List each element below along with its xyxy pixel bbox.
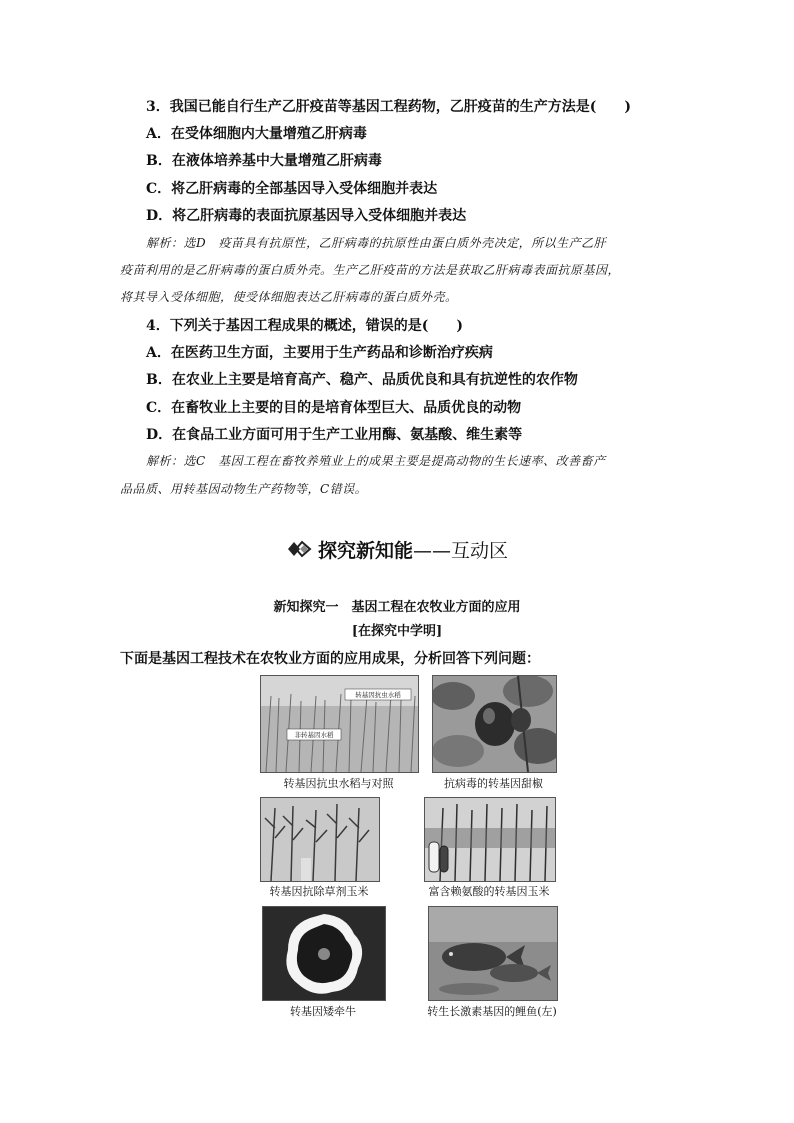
question-3-option-d: D．将乙肝病毒的表面抗原基因导入受体细胞并表达: [146, 208, 467, 224]
question-3-analysis-line: 将其导入受体细胞，使受体细胞表达乙肝病毒的蛋白质外壳。: [120, 290, 458, 304]
question-3-analysis-line: 解析：选D 疫苗具有抗原性，乙肝病毒的抗原性由蛋白质外壳决定，所以生产乙肝: [146, 236, 607, 250]
caption-lysine-corn: 富含赖氨酸的转基因玉米: [428, 885, 550, 898]
question-3-option-c: C．将乙肝病毒的全部基因导入受体细胞并表达: [146, 181, 438, 197]
question-3-option-b: B．在液体培养基中大量增殖乙肝病毒: [146, 153, 382, 169]
question-4-analysis-line: 品品质、用转基因动物生产药物等，C错误。: [120, 482, 368, 496]
question-3-option-a: A．在受体细胞内大量增殖乙肝病毒: [146, 126, 367, 142]
section-title-dash: ——: [413, 540, 451, 562]
photo-lysine-corn: [424, 797, 556, 882]
caption-transgenic-pepper: 抗病毒的转基因甜椒: [444, 777, 543, 790]
section-title: [0, 536, 794, 563]
section-logo-icon: [286, 540, 312, 563]
exploration-intro: 下面是基因工程技术在农牧业方面的应用成果，分析回答下列问题：: [120, 651, 540, 667]
question-3-analysis-line: 疫苗利用的是乙肝病毒的蛋白质外壳。生产乙肝疫苗的方法是获取乙肝病毒表面抗原基因，: [120, 263, 621, 277]
caption-herbicide-corn: 转基因抗除草剂玉米: [269, 885, 369, 898]
section-title-sub: 互动区: [451, 540, 509, 562]
question-4-option-b: B．在农业上主要是培育高产、稳产、品质优良和具有抗逆性的农作物: [146, 372, 578, 388]
photo-transgenic-carp: [428, 906, 558, 1001]
caption-transgenic-rice: 转基因抗虫水稻与对照: [283, 777, 394, 790]
exploration-heading: 新知探究一 基因工程在农牧业方面的应用: [273, 600, 521, 615]
photo-transgenic-rice: [260, 675, 419, 773]
question-4-stem: 4．下列关于基因工程成果的概述，错误的是( ): [146, 318, 463, 334]
rice-label-bottom: 非转基因水稻: [294, 731, 334, 739]
question-4-analysis-line: 解析：选C 基因工程在畜牧养殖业上的成果主要是提高动物的生长速率、改善畜产: [146, 454, 606, 468]
caption-transgenic-carp: 转生长激素基因的鲤鱼(左): [427, 1005, 557, 1018]
question-4-option-a: A．在医药卫生方面，主要用于生产药品和诊断治疗疾病: [146, 345, 493, 361]
question-3-stem: 3．我国已能自行生产乙肝疫苗等基因工程药物，乙肝疫苗的生产方法是( ): [146, 99, 631, 115]
exploration-tag: [在探究中学明]: [351, 624, 443, 639]
photo-herbicide-corn: [260, 797, 380, 882]
rice-label-top: 转基因抗虫水稻: [355, 691, 401, 699]
caption-transgenic-petunia: 转基因矮牵牛: [290, 1005, 356, 1018]
section-title-main: 探究新知能: [317, 540, 413, 562]
question-4-option-d: D．在食品工业方面可用于生产工业用酶、氨基酸、维生素等: [146, 427, 523, 443]
photo-transgenic-petunia: [262, 906, 386, 1001]
photo-transgenic-pepper: [432, 675, 557, 773]
question-4-option-c: C．在畜牧业上主要的目的是培育体型巨大、品质优良的动物: [146, 400, 522, 416]
